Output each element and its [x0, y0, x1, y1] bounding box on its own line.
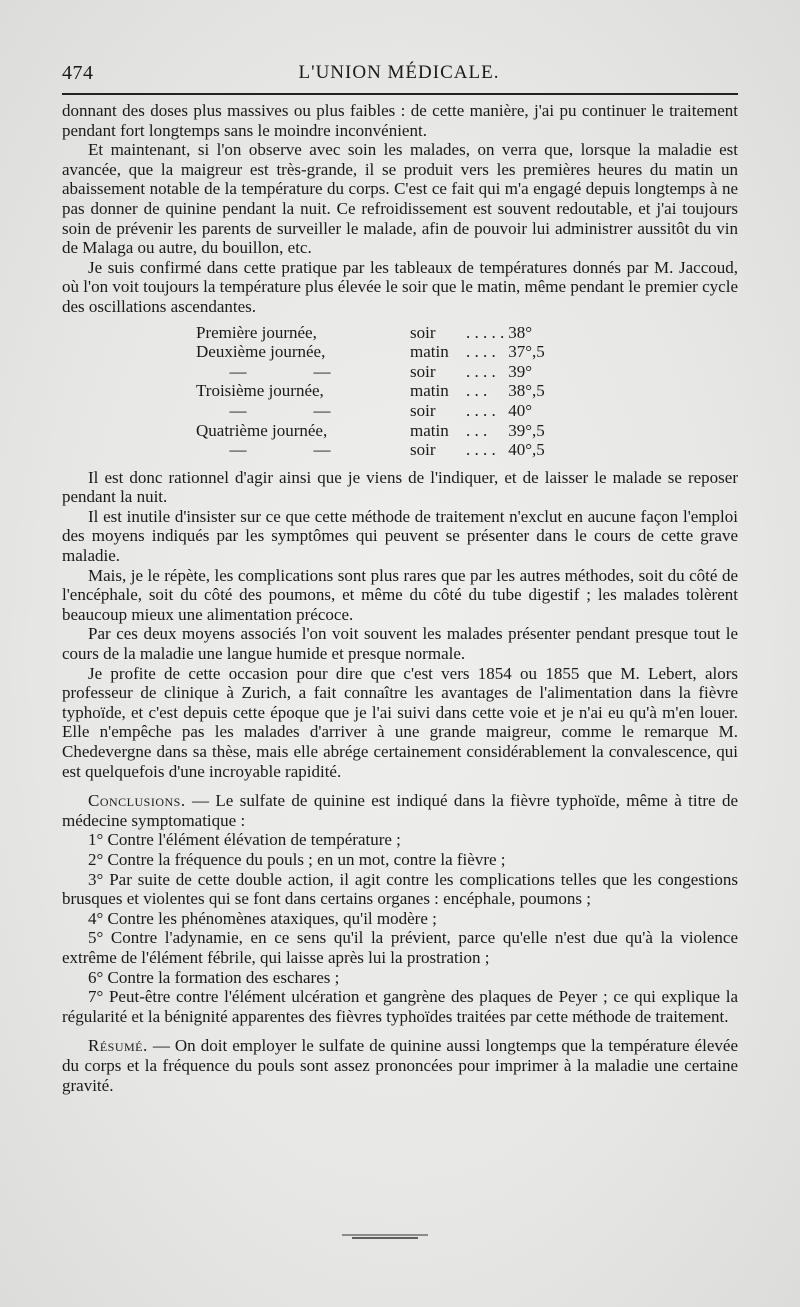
ditto-mark: —	[313, 440, 331, 460]
page-number: 474	[62, 62, 94, 84]
table-dots: . . .	[466, 420, 488, 440]
table-row	[196, 342, 545, 362]
ditto-mark: —	[229, 361, 247, 381]
table-day: Quatrième journée,	[196, 420, 328, 440]
table-row	[196, 381, 545, 401]
page-header	[62, 62, 736, 86]
header-rule	[62, 93, 738, 95]
conclusion-item: 7° Peut-être contre l'élément ulcération et gangrène des plaques de Peyer ; ce qui explique la régularité et la bénignité apparentes des fièvres typhoïdes traitées par cette méthode de traitement.	[62, 987, 738, 1026]
table-row	[196, 362, 545, 382]
table-value: 37°,5	[508, 342, 545, 362]
table-value: 40°	[508, 400, 533, 420]
conclusion-item: 2° Contre la fréquence du pouls ; en un mot, contre la fièvre ;	[88, 849, 506, 869]
table-value: 39°	[508, 361, 533, 381]
conclusion-item: 1° Contre l'élément élévation de température ;	[88, 830, 401, 850]
table-time: soir	[410, 361, 436, 381]
ditto-mark: —	[313, 400, 331, 420]
resume-paragraph	[62, 1036, 738, 1095]
ditto-mark: —	[229, 440, 247, 460]
conclusion-item: 4° Contre les phénomènes ataxiques, qu'il modère ;	[88, 908, 437, 928]
paragraph: Mais, je le répète, les complications sont plus rares que par les autres méthodes, soit du côté de l'encéphale, soit du côté des poumons, et même du côté du tube digestif ; les malades tolèrent beaucoup mieux une alimentation précoce.	[62, 565, 738, 624]
paragraph: Par ces deux moyens associés l'on voit souvent les malades présenter pendant presque tout le cours de la maladie une langue humide et presque normale.	[62, 624, 738, 664]
article-body	[62, 101, 738, 1095]
conclusion-item: 6° Contre la formation des eschares ;	[88, 967, 340, 987]
table-day-ditto	[196, 362, 410, 382]
table-dots: . . . .	[466, 400, 496, 420]
table-dots: . . .	[466, 381, 488, 401]
table-row	[196, 440, 545, 460]
table-day: Troisième journée,	[196, 381, 324, 401]
table-day: Deuxième journée,	[196, 342, 326, 362]
paragraph: Il est donc rationnel d'agir ainsi que je viens de l'indiquer, et de laisser le malade se reposer pendant la nuit.	[62, 467, 738, 507]
table-value: 39°,5	[508, 420, 545, 440]
table-day-ditto	[196, 401, 410, 421]
resume-heading: Résumé.	[88, 1036, 148, 1056]
table-dots: . . . .	[466, 342, 496, 362]
table-time: soir	[410, 322, 436, 342]
table-dots: . . . .	[466, 361, 496, 381]
conclusions-intro-text: — Le sulfate de quinine est indiqué dans la fièvre typhoïde, même à titre de médecine symptomatique :	[62, 791, 738, 830]
table-time: matin	[410, 381, 449, 401]
paragraph: Je profite de cette occasion pour dire que c'est vers 1854 ou 1855 que M. Lebert, alors professeur de clinique à Zurich, a fait connaître les avantages de l'alimentation dans la fièvre typhoïde, et c'est depuis cette époque que je l'ai suivi dans cette voie et je n'ai eu qu'à m'en louer. Elle n'empêche pas les malades d'arriver à une grande maigreur, comme le remarque M. Chedevergne dans sa thèse, mais elle abrége certainement considérablement la convalescence, qui est quelquefois d'une incroyable rapidité.	[62, 663, 738, 781]
section-gap	[62, 781, 738, 791]
section-gap	[62, 1026, 738, 1036]
table-value: 38°,5	[508, 381, 545, 401]
table-time: matin	[410, 342, 449, 362]
table-dots: . . . .	[466, 440, 496, 460]
table-value: 40°,5	[508, 440, 545, 460]
table-time: soir	[410, 400, 436, 420]
running-title: L'UNION MÉDICALE.	[298, 62, 500, 83]
ditto-mark: —	[313, 361, 331, 381]
paragraph: Je suis confirmé dans cette pratique par les tableaux de températures donnés par M. Jaccoud, où l'on voit toujours la température plus élevée le soir que le matin, même pendant le premier cycle des oscillations ascendantes.	[62, 257, 738, 316]
resume-text: — On doit employer le sulfate de quinine aussi longtemps que la température élevée du corps et la fréquence du pouls sont assez prononcées pour imprimer à la maladie une certaine gravité.	[62, 1036, 738, 1095]
paragraph: Et maintenant, si l'on observe avec soin les malades, on verra que, lorsque la maladie est avancée, que la maigreur est très-grande, il se produit vers les premières heures du matin un abaissement notable de la température du corps. C'est ce fait qui m'a engagé depuis longtemps à ne pas donner de quinine pendant la nuit. Ce refroidissement est souvent redoutable, et j'ai toujours soin de prévenir les parents de surveiller le malade, afin de pouvoir lui administrer aussitôt du vin de Malaga ou autre, du bouillon, etc.	[62, 140, 738, 258]
conclusions-heading: Conclusions.	[88, 791, 186, 811]
conclusion-item: 3° Par suite de cette double action, il agit contre les complications telles que les congestions brusques et violentes qui se font dans certains organes : encéphale, poumons ;	[62, 869, 738, 909]
table-dots: . . . . .	[466, 322, 505, 342]
table-row	[196, 421, 545, 441]
table-day-ditto	[196, 440, 410, 460]
table-time: matin	[410, 420, 449, 440]
paragraph: Il est inutile d'insister sur ce que cette méthode de traitement n'exclut en aucune façon l'emploi des moyens indiqués par les symptômes qui peuvent se présenter dans le cours de cette grave maladie.	[62, 506, 738, 566]
temperature-table	[196, 323, 545, 460]
ditto-mark: —	[229, 400, 247, 420]
table-time: soir	[410, 440, 436, 460]
end-ornament	[342, 1232, 428, 1242]
table-value: 38°	[508, 322, 533, 342]
conclusion-item: 5° Contre l'adynamie, en ce sens qu'il la prévient, parce qu'elle n'est due qu'à la violence extrême de l'élément fébrile, qui laisse après lui la prostration ;	[62, 928, 738, 967]
conclusions-intro	[62, 791, 738, 830]
paragraph: donnant des doses plus massives ou plus faibles : de cette manière, j'ai pu continuer le traitement pendant fort longtemps sans le moindre inconvénient.	[62, 101, 738, 140]
table-row	[196, 323, 545, 343]
table-row	[196, 401, 545, 421]
table-day: Première journée,	[196, 322, 317, 342]
